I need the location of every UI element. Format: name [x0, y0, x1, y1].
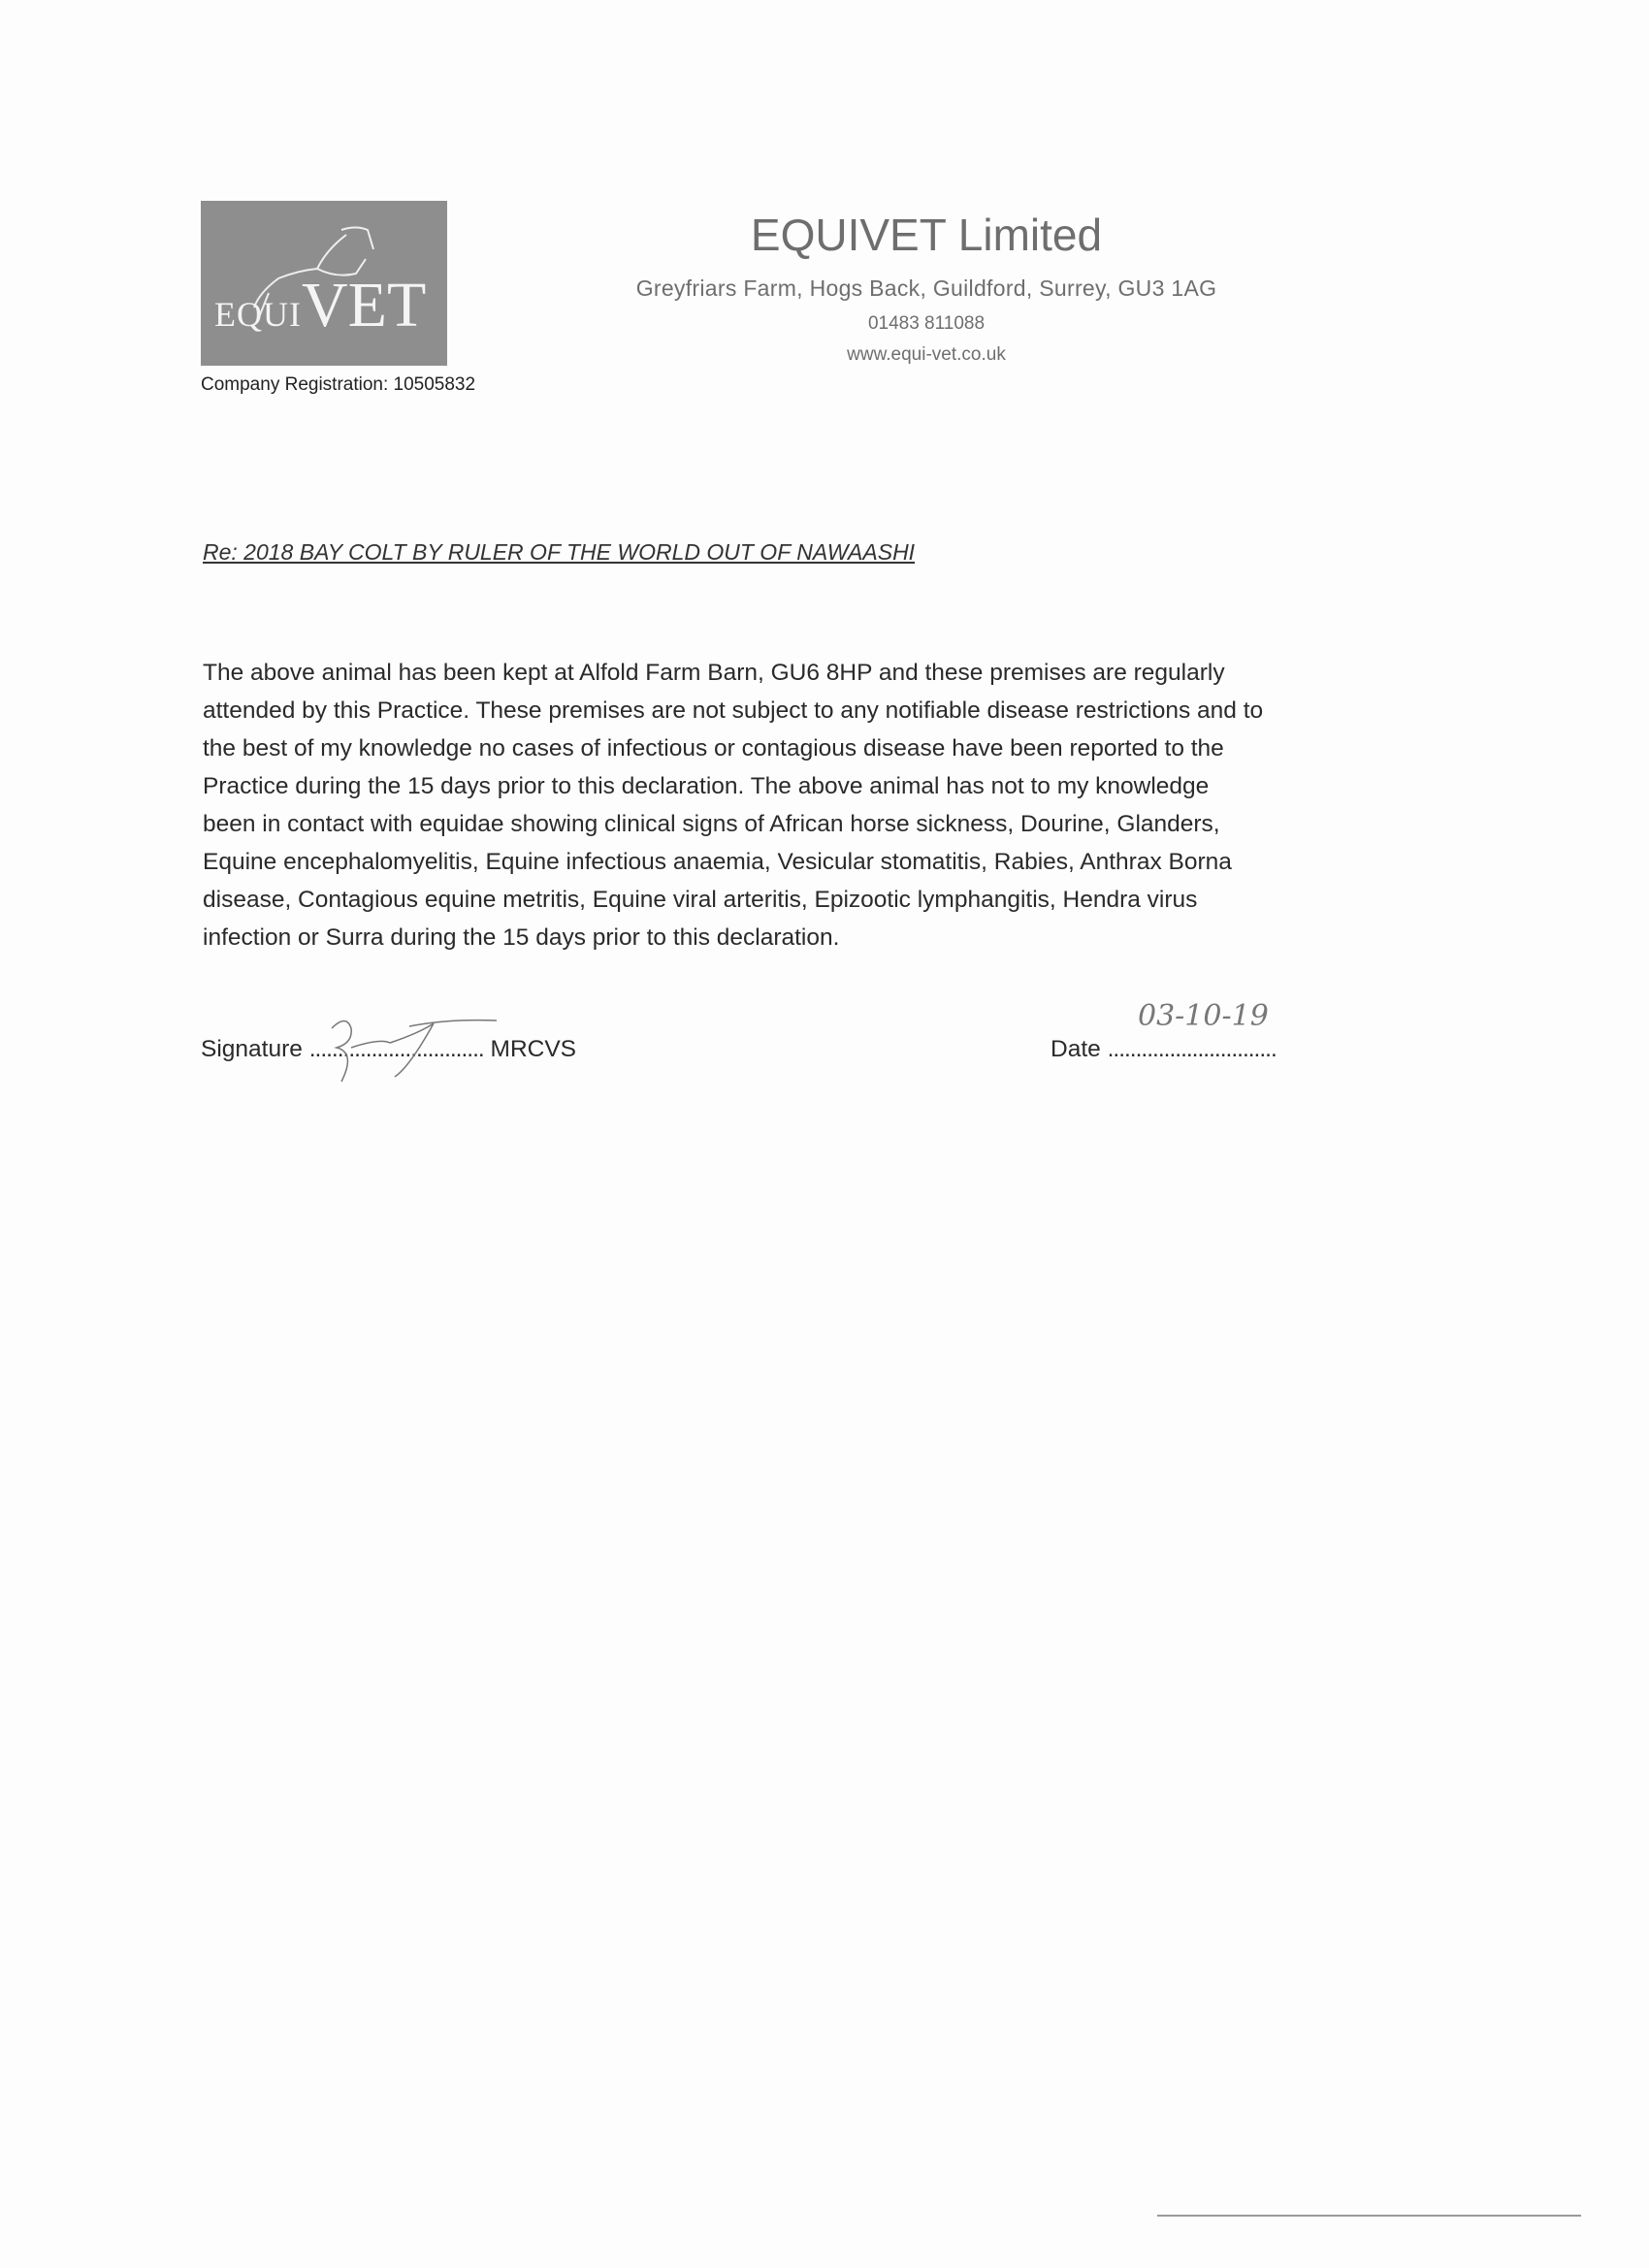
company-address: Greyfriars Farm, Hogs Back, Guildford, Surrey, GU3 1AG: [635, 275, 1217, 301]
body-line: infection or Surra during the 15 days prior to this declaration.: [203, 924, 840, 951]
logo-wordmark: EQUIVET: [214, 270, 427, 340]
handwritten-date: 03-10-19: [1138, 999, 1269, 1033]
body-line: disease, Contagious equine metritis, Equine viral arteritis, Epizootic lymphangitis, Hendra virus: [203, 887, 1198, 913]
subject-line: Re: 2018 BAY COLT BY RULER OF THE WORLD OUT OF NAWAASHI: [203, 539, 916, 565]
company-phone: 01483 811088: [867, 313, 986, 334]
company-website: www.equi-vet.co.uk: [847, 344, 1006, 365]
body-line: Equine encephalomyelitis, Equine infectious anaemia, Vesicular stomatitis, Rabies, Anthrax Borna: [203, 849, 1232, 875]
equivet-logo: [201, 201, 447, 366]
divider: [1157, 2215, 1581, 2217]
body-line: the best of my knowledge no cases of infectious or contagious disease have been reported to the: [203, 735, 1224, 761]
company-name: EQUIVET Limited: [750, 210, 1103, 260]
body-line: been in contact with equidae showing clinical signs of African horse sickness, Dourine, Glanders,: [203, 811, 1220, 837]
body-line: The above animal has been kept at Alfold Farm Barn, GU6 8HP and these premises are regularly: [203, 660, 1225, 686]
signature-line: Signature ............................... MRCVS: [201, 1036, 576, 1063]
declaration-body: [203, 654, 1425, 956]
body-line: Practice during the 15 days prior to this declaration. The above animal has not to my knowledge: [203, 773, 1210, 799]
date-line: Date .............................. 03-10-19: [1051, 999, 1277, 1062]
handwritten-signature: [312, 1009, 545, 1086]
company-registration: Company Registration: 10505832: [201, 374, 476, 395]
body-line: attended by this Practice. These premises are not subject to any notifiable disease restrictions and to: [203, 697, 1264, 724]
